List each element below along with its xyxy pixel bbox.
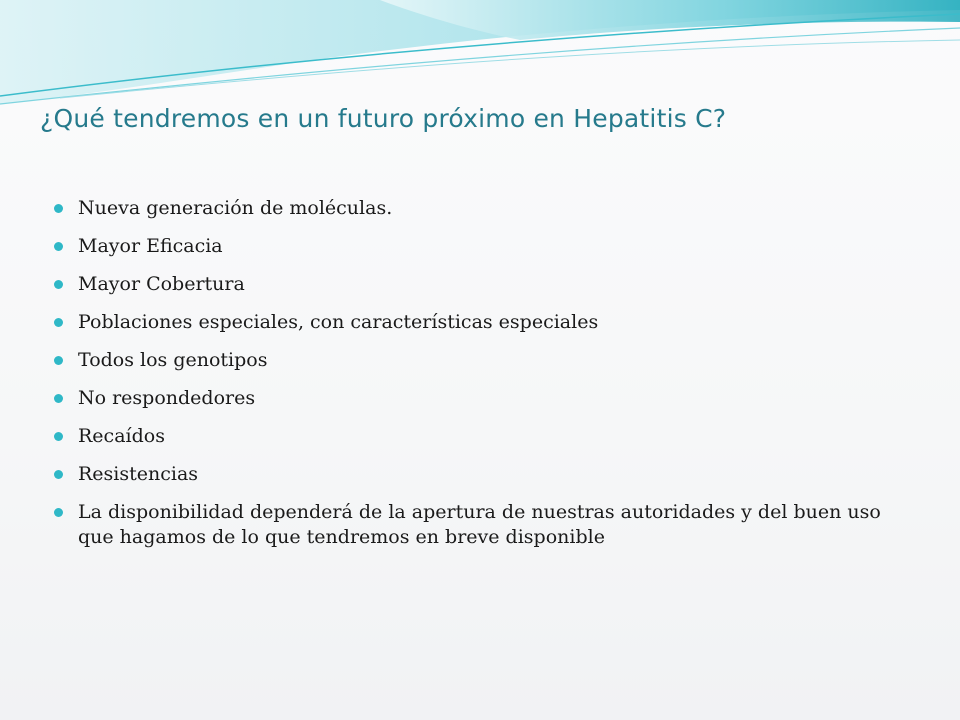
bullet-dot-icon xyxy=(54,318,63,327)
slide-title: ¿Qué tendremos en un futuro próximo en Hepatitis C? xyxy=(40,104,727,133)
list-item-text: Nueva generación de moléculas. xyxy=(78,197,393,219)
header-wave-decoration xyxy=(0,0,960,120)
bullet-dot-icon xyxy=(54,432,63,441)
list-item-text: Resistencias xyxy=(78,463,199,485)
bullet-dot-icon xyxy=(54,242,63,251)
bullet-dot-icon xyxy=(54,394,63,403)
list-item xyxy=(50,272,920,297)
list-item xyxy=(50,462,920,487)
list-item xyxy=(50,310,920,335)
bullet-list xyxy=(50,196,920,563)
list-item xyxy=(50,348,920,373)
list-item xyxy=(50,386,920,411)
list-item-text: Mayor Cobertura xyxy=(78,273,245,295)
bullet-dot-icon xyxy=(54,204,63,213)
list-item xyxy=(50,500,920,550)
list-item-text: La disponibilidad dependerá de la apertura de nuestras autoridades y del buen uso que hagamos de lo que tendremos en breve disponible xyxy=(78,501,881,548)
bullet-dot-icon xyxy=(54,508,63,517)
list-item xyxy=(50,196,920,221)
list-item-text: Poblaciones especiales, con características especiales xyxy=(78,311,599,333)
list-item-text: Mayor Eficacia xyxy=(78,235,223,257)
list-item-text: Recaídos xyxy=(78,425,165,447)
list-item xyxy=(50,424,920,449)
list-item-text: Todos los genotipos xyxy=(78,349,268,371)
bullet-dot-icon xyxy=(54,280,63,289)
bullet-dot-icon xyxy=(54,470,63,479)
list-item-text: No respondedores xyxy=(78,387,256,409)
list-item xyxy=(50,234,920,259)
bullet-dot-icon xyxy=(54,356,63,365)
